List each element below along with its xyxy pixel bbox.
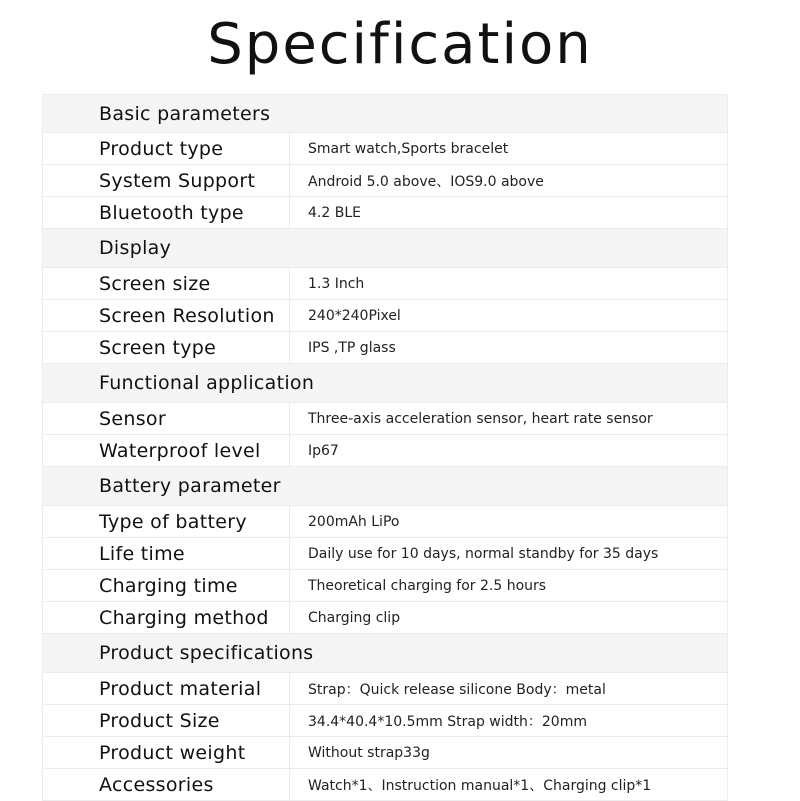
- spec-row: [43, 506, 727, 538]
- spec-value: Android 5.0 above、IOS9.0 above: [289, 165, 727, 196]
- spec-label: Charging method: [99, 606, 269, 629]
- section-header: [43, 634, 727, 673]
- spec-value: 34.4*40.4*10.5mm Strap width：20mm: [289, 705, 727, 736]
- spec-row: [43, 268, 727, 300]
- spec-row: [43, 769, 727, 801]
- spec-value: Without strap33g: [289, 737, 727, 768]
- spec-row: [43, 737, 727, 769]
- spec-row: [43, 673, 727, 705]
- section-heading: Display: [99, 237, 172, 259]
- section-header: [43, 467, 727, 506]
- spec-value: Strap：Quick release silicone Body：metal: [289, 673, 727, 704]
- section-heading: Basic parameters: [99, 102, 271, 125]
- spec-row: [43, 435, 727, 467]
- section-header: [43, 95, 727, 133]
- spec-row: [43, 133, 727, 165]
- spec-value: Theoretical charging for 2.5 hours: [289, 570, 727, 601]
- spec-value: 200mAh LiPo: [289, 506, 727, 537]
- spec-row: [43, 403, 727, 435]
- spec-value: 1.3 Inch: [289, 268, 727, 299]
- spec-label: Bluetooth type: [99, 201, 244, 224]
- spec-row: [43, 538, 727, 570]
- section-heading: Functional application: [99, 372, 315, 394]
- spec-value: 4.2 BLE: [289, 197, 727, 228]
- spec-label: Product material: [99, 677, 262, 700]
- spec-row: [43, 165, 727, 197]
- spec-row: [43, 300, 727, 332]
- spec-label: Type of battery: [99, 510, 247, 533]
- spec-label: Accessories: [99, 773, 214, 796]
- spec-label: Sensor: [99, 407, 166, 430]
- spec-value: Daily use for 10 days, normal standby for 35 days: [289, 538, 727, 569]
- section-heading: Product specifications: [99, 642, 314, 664]
- spec-label: Product Size: [99, 709, 220, 732]
- spec-value: Smart watch,Sports bracelet: [289, 133, 727, 164]
- spec-label: Screen type: [99, 336, 217, 359]
- spec-table: [42, 94, 728, 801]
- spec-row: [43, 197, 727, 229]
- spec-row: [43, 570, 727, 602]
- page-title: Specification: [207, 12, 593, 77]
- section-header: [43, 229, 727, 268]
- spec-row: [43, 602, 727, 634]
- spec-label: Charging time: [99, 574, 238, 597]
- spec-value: IPS ,TP glass: [289, 332, 727, 363]
- spec-value: 240*240Pixel: [289, 300, 727, 331]
- spec-label: Screen Resolution: [99, 304, 275, 327]
- spec-label: Product type: [99, 137, 224, 160]
- spec-row: [43, 332, 727, 364]
- spec-value: Ip67: [289, 435, 727, 466]
- spec-value: Watch*1、Instruction manual*1、Charging clip*1: [289, 769, 727, 800]
- spec-value: Charging clip: [289, 602, 727, 633]
- section-header: [43, 364, 727, 403]
- spec-label: Product weight: [99, 741, 246, 764]
- spec-row: [43, 705, 727, 737]
- spec-label: Waterproof level: [99, 439, 261, 462]
- section-heading: Battery parameter: [99, 475, 281, 497]
- spec-label: System Support: [99, 169, 256, 192]
- spec-label: Screen size: [99, 272, 211, 295]
- spec-value: Three-axis acceleration sensor, heart rate sensor: [289, 403, 727, 434]
- spec-label: Life time: [99, 542, 185, 565]
